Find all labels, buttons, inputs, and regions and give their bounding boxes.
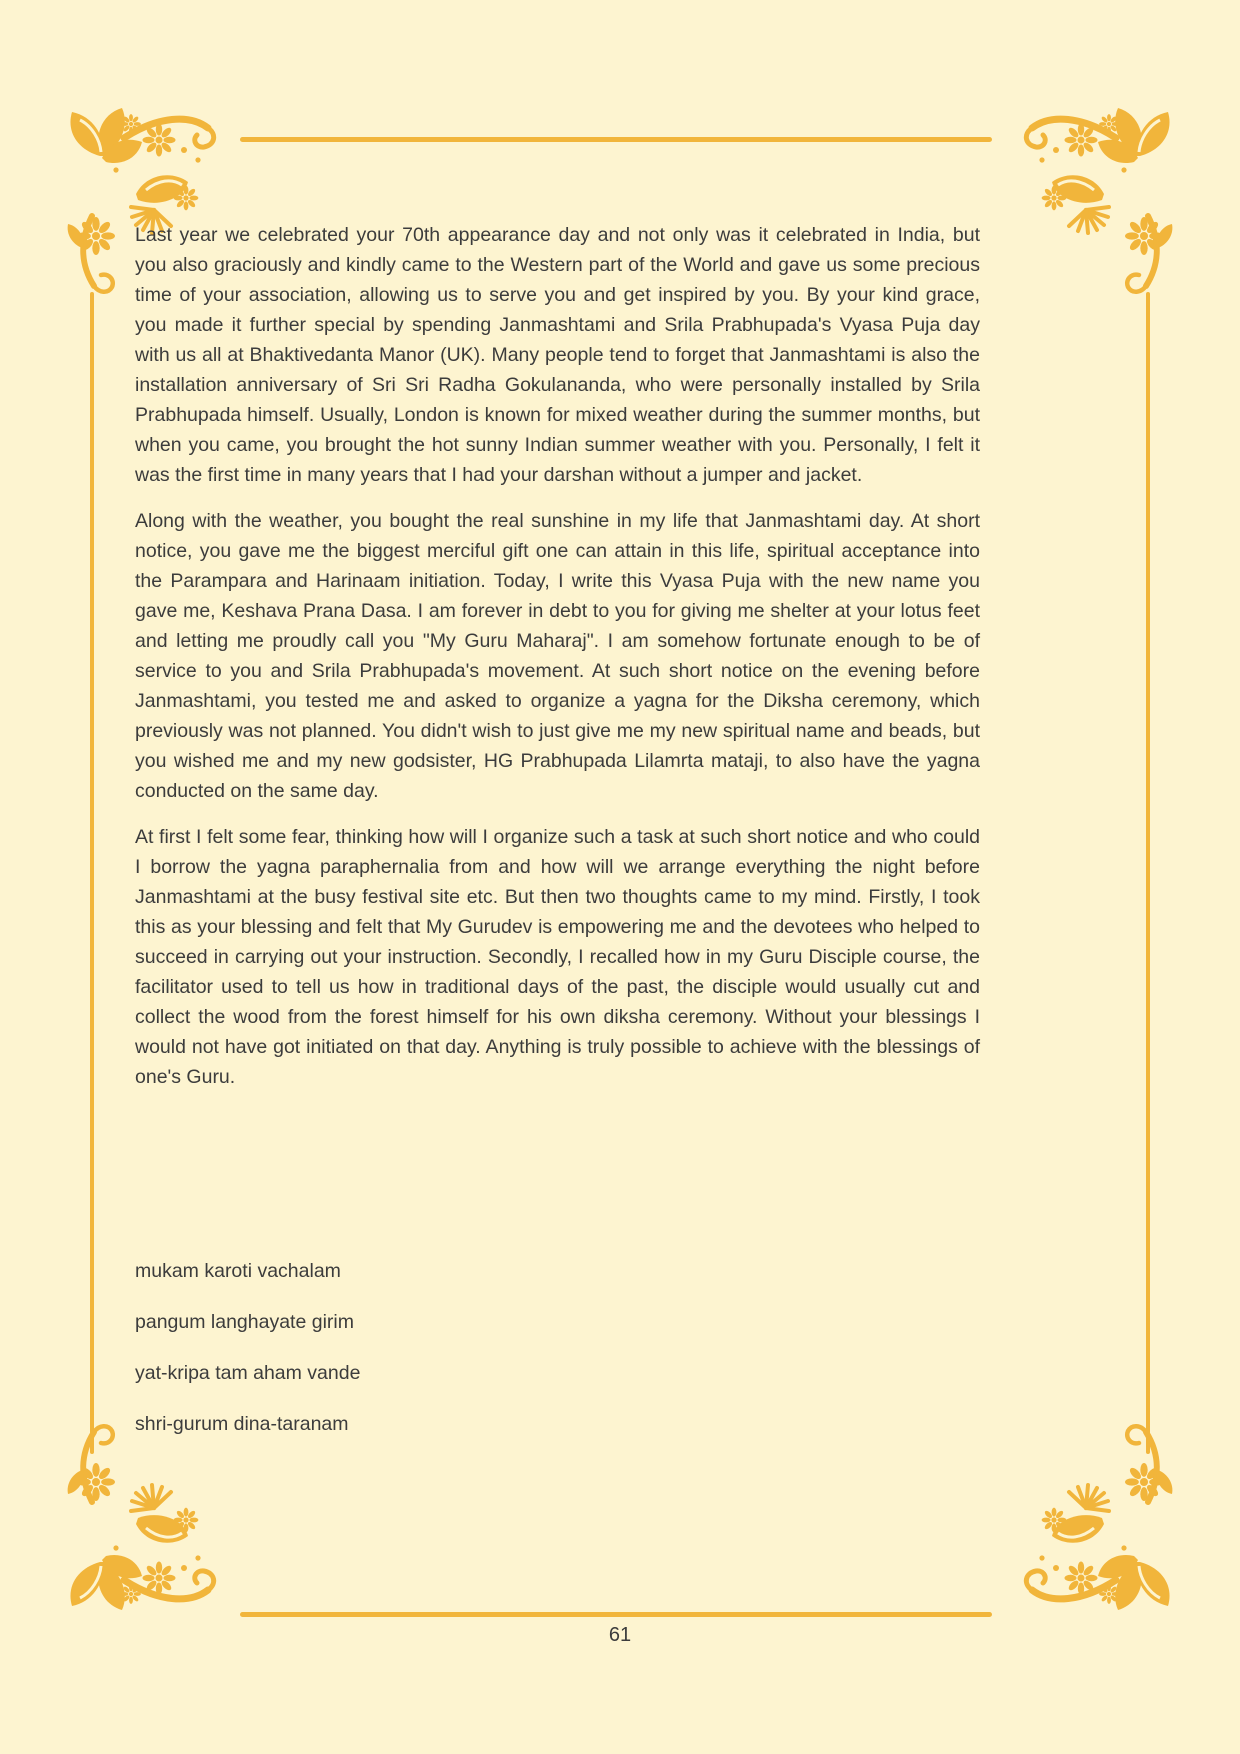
border-line-top [240,137,992,142]
verse-line: pangum langhayate girim [135,1311,354,1333]
floral-corner-ornament-top-right [997,98,1182,308]
floral-corner-ornament-bottom-right [997,1410,1182,1620]
letter-paragraph: Along with the weather, you bought the real sunshine in my life that Janmashtami day. At short notice, you gave me the biggest merciful gift one can attain in this life, spiritual acceptance into the Parampara and Harinaam initiation. Today, I write this Vyasa Puja with the new name you gave me, Keshava Prana Dasa. I am forever in debt to you for giving me shelter at your lotus feet and letting me proudly call you "My Guru Maharaj". I am somehow fortunate enough to be of service to you and Srila Prabhupada's movement. At such short notice on the evening before Janmashtami, you tested me and asked to organize a yagna for the Diksha ceremony, which previously was not planned. You didn't wish to just give me my new spiritual name and beads, but you wished me and my new godsister, HG Prabhupada Lilamrta mataji, to also have the yagna conducted on the same day. [135,510,980,802]
letter-paragraph: Last year we celebrated your 70th appearance day and not only was it celebrated in India, but you also graciously and kindly came to the Western part of the World and gave us some precious time of your association, allowing us to serve you and get inspired by you. By your kind grace, you made it further special by spending Janmashtami and Srila Prabhupada's Vyasa Puja day with us all at Bhaktivedanta Manor (UK). Many people tend to forget that Janmashtami is also the installation anniversary of Sri Sri Radha Gokulananda, who were personally installed by Srila Prabhupada himself. Usually, London is known for mixed weather during the summer months, but when you came, you brought the hot sunny Indian summer weather with you. Personally, I felt it was the first time in many years that I had your darshan without a jumper and jacket. [135,224,980,486]
border-line-left [90,292,94,1454]
verse-line: shri-gurum dina-taranam [135,1413,349,1435]
letter-body [135,220,980,1464]
verse-line: yat-kripa tam aham vande [135,1362,361,1384]
border-line-bottom [240,1612,992,1617]
page-number: 61 [608,1624,632,1646]
letter-paragraph: At first I felt some fear, thinking how will I organize such a task at such short notice and who could I borrow the yagna paraphernalia from and how will we arrange everything the night before Janmashtami at the busy festival site etc. But then two thoughts came to my mind. Firstly, I took this as your blessing and felt that My Gurudev is empowering me and the devotees who helped to succeed in carrying out your instruction. Secondly, I recalled how in my Guru Disciple course, the facilitator used to tell us how in traditional days of the past, the disciple would usually cut and collect the wood from the forest himself for his own diksha ceremony. Without your blessings I would not have got initiated on that day. Anything is truly possible to achieve with the blessings of one's Guru. [135,826,980,1088]
verse-line: mukam karoti vachalam [135,1260,341,1282]
verse-block [135,1260,980,1435]
border-line-right [1146,292,1150,1454]
